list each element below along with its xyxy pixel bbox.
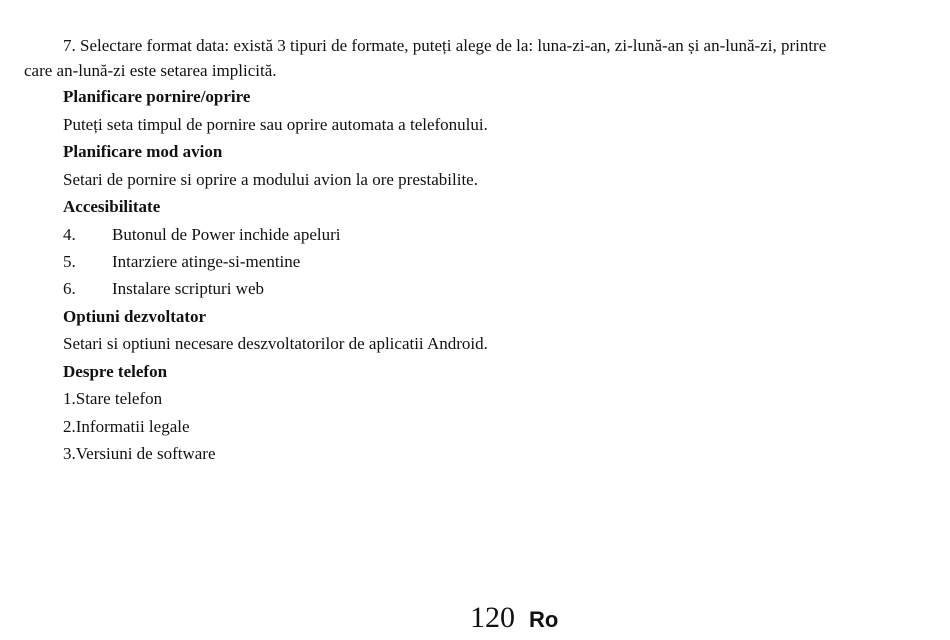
about-list-item: 1.Stare telefon (63, 389, 163, 408)
intro-line-2: care an-lună-zi este setarea implicită. (24, 61, 277, 80)
heading-airplane-schedule: Planificare mod avion (63, 142, 223, 161)
accessibility-item-label: Butonul de Power inchide apeluri (112, 225, 341, 244)
accessibility-item-number: 5. (63, 252, 76, 271)
heading-about-phone: Despre telefon (63, 362, 168, 381)
page-footer (470, 600, 558, 636)
accessibility-item-number: 4. (63, 225, 76, 244)
heading-developer-options: Optiuni dezvoltator (63, 307, 207, 326)
language-code: Ro (529, 607, 559, 632)
heading-accessibility: Accesibilitate (63, 197, 161, 216)
about-list-item: 2.Informatii legale (63, 417, 190, 436)
text-airplane-schedule: Setari de pornire si oprire a modului avion la ore prestabilite. (63, 170, 478, 189)
accessibility-item-label: Instalare scripturi web (112, 279, 264, 298)
page-number: 120 (470, 601, 515, 634)
heading-power-schedule: Planificare pornire/oprire (63, 87, 251, 106)
text-developer-options: Setari si optiuni necesare deszvoltatorilor de aplicatii Android. (63, 334, 488, 353)
about-list-item: 3.Versiuni de software (63, 444, 216, 463)
accessibility-item-label: Intarziere atinge-si-mentine (112, 252, 301, 271)
text-power-schedule: Puteți seta timpul de pornire sau oprire automata a telefonului. (63, 115, 488, 134)
accessibility-item-number: 6. (63, 279, 76, 298)
intro-line-1: 7. Selectare format data: există 3 tipuri de formate, puteți alege de la: luna-zi-an, zi-lună-an și an-lună-zi, printre (63, 36, 827, 55)
